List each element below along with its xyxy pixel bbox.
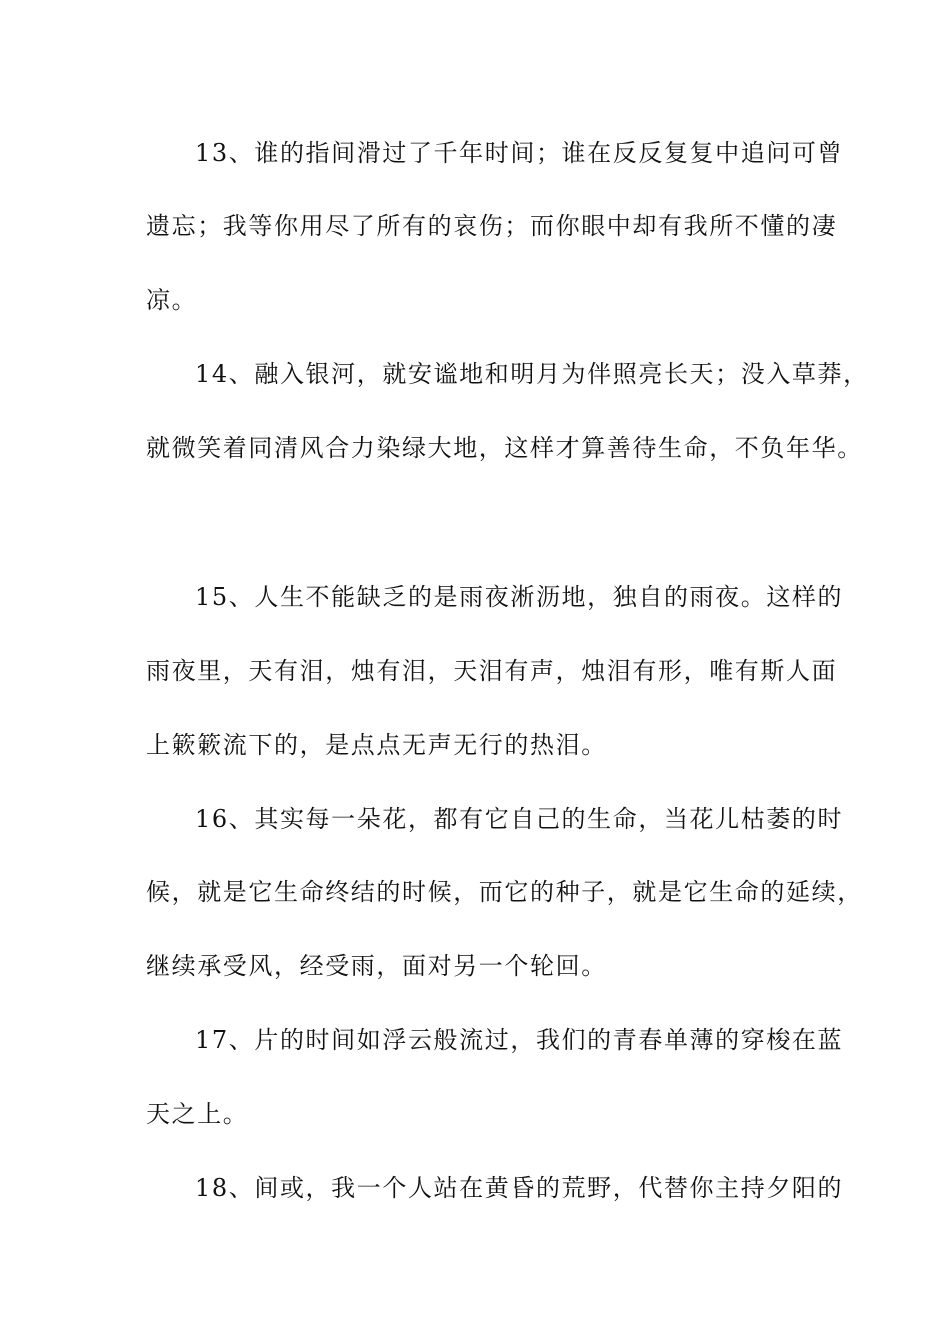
paragraph-16-line-3: 继续承受风，经受雨，面对另一个轮回。: [146, 952, 607, 980]
paragraph-13-line-3: 凉。: [146, 286, 198, 314]
paragraph-13-line-1: 13、谁的指间滑过了千年时间；谁在反反复复中追问可曾: [195, 139, 844, 167]
paragraph-18-line-1: 18、间或，我一个人站在黄昏的荒野，代替你主持夕阳的: [195, 1174, 844, 1202]
paragraph-17-line-2: 天之上。: [146, 1100, 249, 1128]
paragraph-15-line-3: 上簌簌流下的，是点点无声无行的热泪。: [146, 731, 607, 759]
paragraph-14-line-2: 就微笑着同清风合力染绿大地，这样才算善待生命，不负年华。: [146, 434, 863, 462]
paragraph-15-line-1: 15、人生不能缺乏的是雨夜淅沥地，独自的雨夜。这样的: [195, 583, 844, 611]
paragraph-17-line-1: 17、片的时间如浮云般流过，我们的青春单薄的穿梭在蓝: [195, 1026, 844, 1054]
paragraph-16-line-2: 候，就是它生命终结的时候，而它的种子，就是它生命的延续，: [146, 878, 863, 906]
paragraph-15-line-2: 雨夜里，天有泪，烛有泪，天泪有声，烛泪有形，唯有斯人面: [146, 657, 838, 685]
paragraph-14-line-1: 14、融入银河，就安谧地和明月为伴照亮长天；没入草莽，: [195, 360, 869, 388]
paragraph-13-line-2: 遗忘；我等你用尽了所有的哀伤；而你眼中却有我所不懂的凄: [146, 212, 838, 240]
paragraph-16-line-1: 16、其实每一朵花，都有它自己的生命，当花儿枯萎的时: [195, 805, 844, 833]
